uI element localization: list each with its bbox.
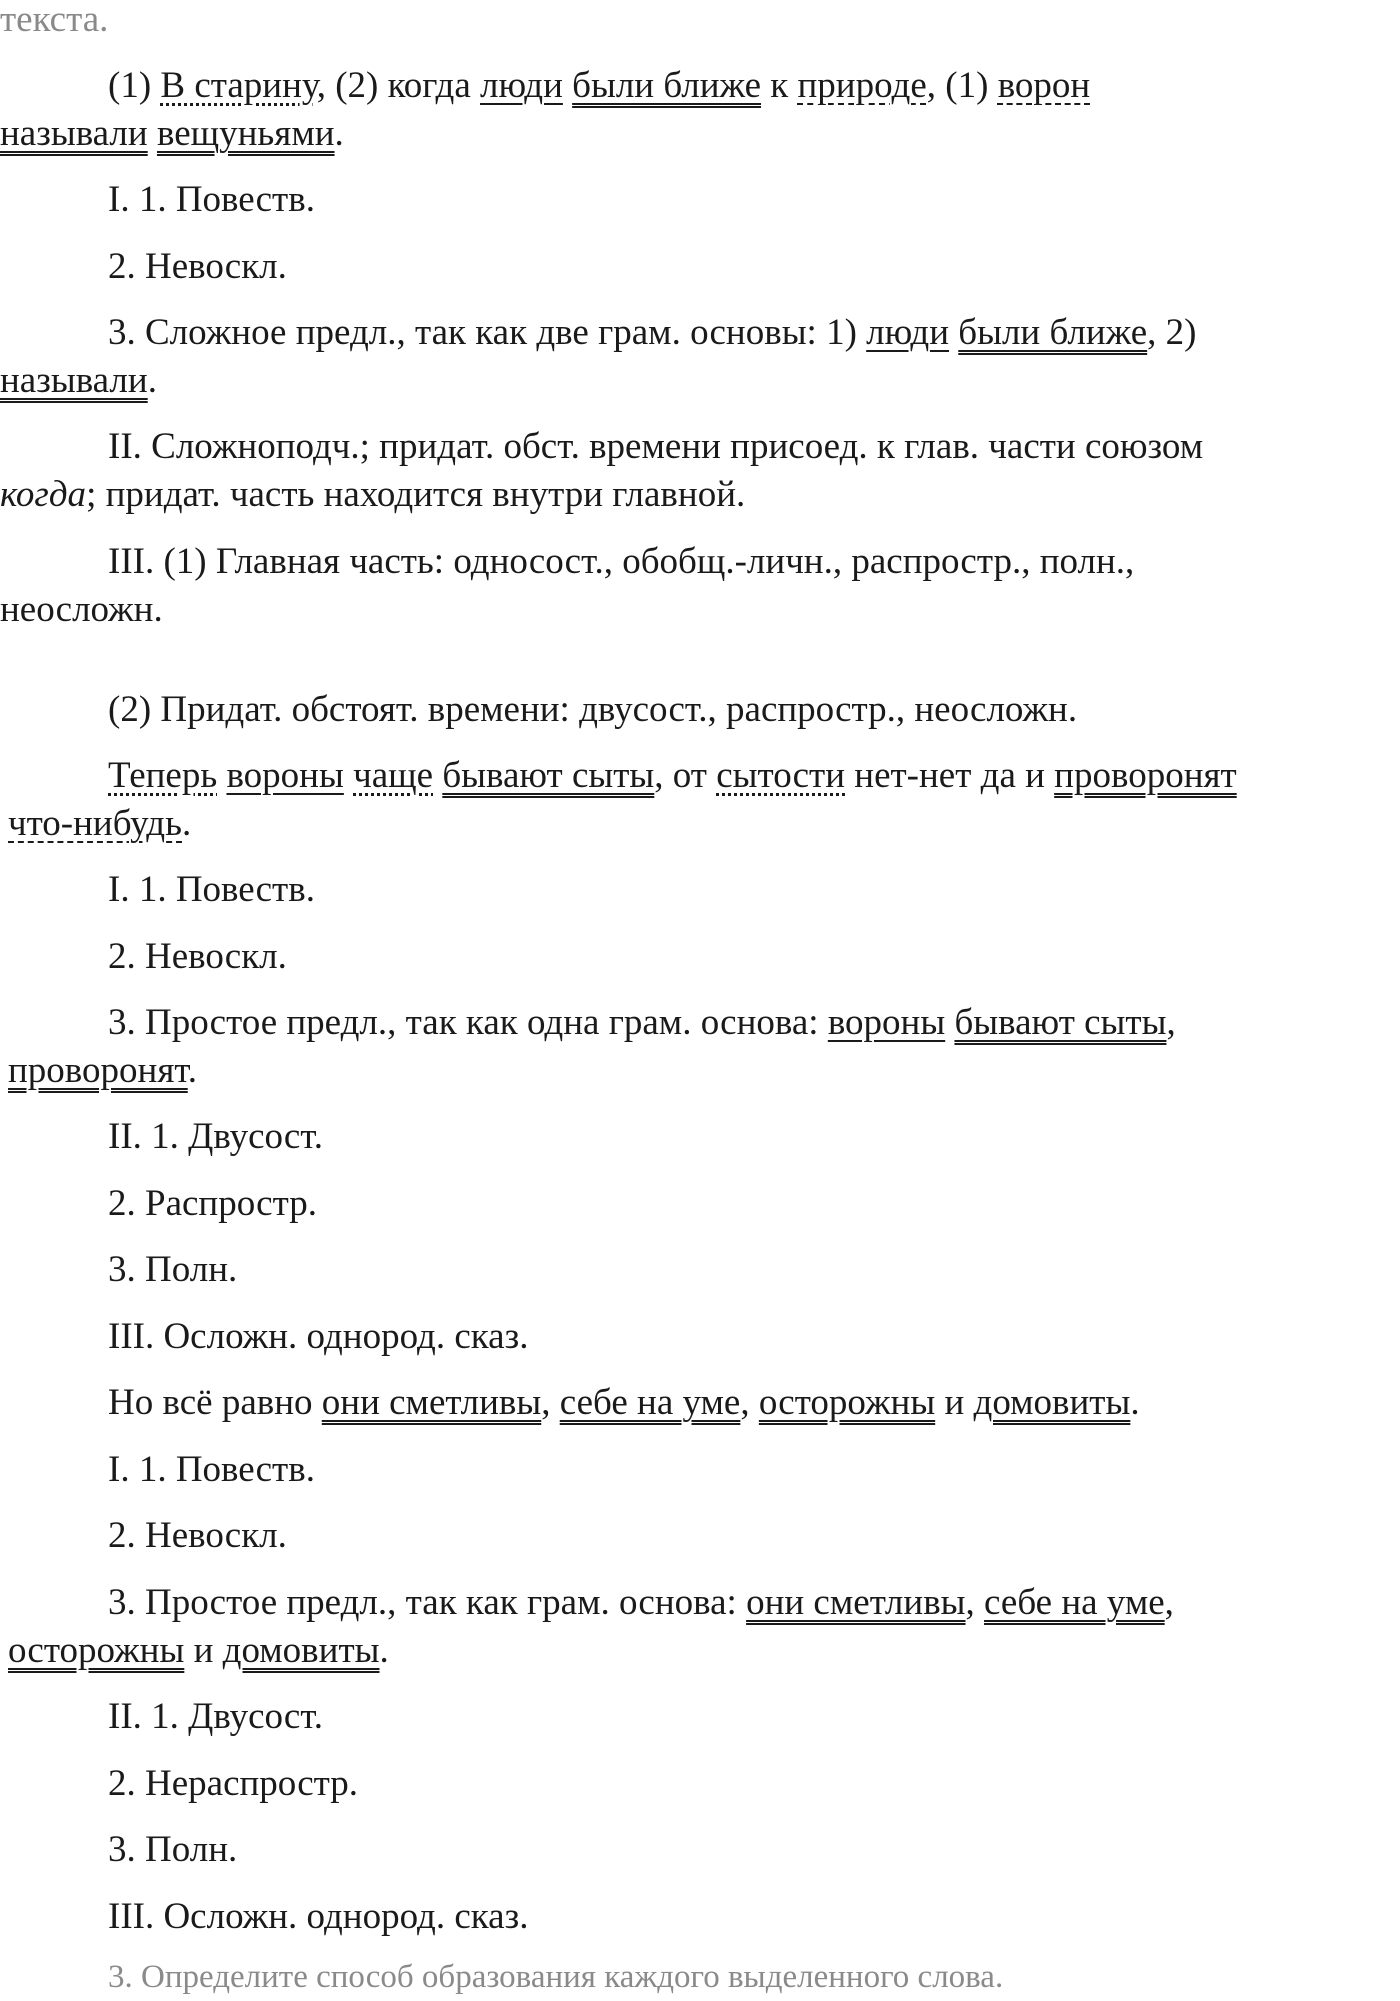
text: Но всё равно (108, 1382, 322, 1423)
text: ; придат. часть находится внутри главной. (86, 474, 746, 515)
analysis-line: I. 1. Повеств. (108, 1449, 315, 1490)
text: . (1130, 1382, 1140, 1423)
adverbial-v-starinu: В старину (160, 65, 317, 106)
analysis-line (0, 999, 1400, 1046)
analysis-line: 3. Полн. (108, 1249, 238, 1290)
adverbial-sytosti: сытости (716, 755, 846, 796)
predicate-sebe-na-ume: себе на уме (984, 1582, 1165, 1623)
analysis-line: 2. Невоскл. (108, 246, 287, 287)
analysis-line: 2. Нераспростр. (108, 1763, 359, 1804)
predicate-provoronyat: проворонят (8, 1050, 188, 1091)
predicate-nazyvali: называли (0, 113, 148, 154)
text (148, 113, 157, 154)
analysis-line: II. 1. Двусост. (108, 1696, 323, 1737)
analysis-line: 2. Невоскл. (108, 1515, 287, 1556)
predicate-oni-smetlivy: они сметливы (321, 1382, 542, 1423)
object-chto-nibud: что-нибудь (8, 803, 182, 844)
text: 3. Простое предл., так как грам. основа: (108, 1582, 747, 1623)
predicate-ostorozhny: осторожны (8, 1630, 185, 1671)
predicate-nazyvali: называли (0, 360, 148, 401)
predicate-sebe-na-ume: себе на уме (559, 1382, 741, 1423)
text: , (1164, 1582, 1174, 1623)
analysis-line: 2. Распростр. (108, 1183, 317, 1224)
text: . (147, 360, 157, 401)
text (949, 312, 958, 353)
object-voron: ворон (997, 65, 1091, 106)
text: , (740, 1382, 759, 1423)
text: . (182, 803, 192, 844)
text (433, 755, 442, 796)
sentence-1-line-2 (0, 110, 1400, 157)
text: , (541, 1382, 560, 1423)
predicate-domovity: домовиты (222, 1630, 380, 1671)
text: , (2) когда (316, 65, 481, 106)
text (563, 65, 572, 106)
adverbial-teper: Теперь (108, 755, 218, 796)
text: . (334, 113, 344, 154)
subject-lyudi: люди (480, 65, 563, 106)
predicate-byvayut-syty: бывают сыты (954, 1002, 1167, 1043)
text: к (761, 65, 798, 106)
text: и (935, 1382, 974, 1423)
predicate-byvayut-syty: бывают сыты (442, 755, 655, 796)
text: . (379, 1630, 389, 1671)
object-prirode: природе (797, 65, 927, 106)
analysis-line (0, 471, 1400, 518)
subject-vorony: вороны (827, 1002, 946, 1043)
analysis-line: III. Осложн. однород. сказ. (108, 1896, 529, 1937)
text: . (187, 1050, 197, 1091)
analysis-line (0, 357, 1400, 404)
sentence-3 (0, 1379, 1400, 1426)
analysis-line: II. 1. Двусост. (108, 1116, 323, 1157)
analysis-line (0, 1047, 1400, 1094)
predicate-byli-blizhe: были ближе (572, 65, 762, 106)
text: , от (654, 755, 717, 796)
text: нет-нет да и (845, 755, 1055, 796)
predicate-veshchunyami: вещуньями (156, 113, 335, 154)
predicate-domovity: домовиты (973, 1382, 1131, 1423)
header-fragment: текста. (0, 0, 109, 40)
analysis-line (0, 309, 1400, 356)
predicate-oni-smetlivy: они сметливы (746, 1582, 966, 1623)
text: 3. Простое предл., так как одна грам. основа: (108, 1002, 828, 1043)
text: 3. Сложное предл., так как две грам. основы: 1) (108, 312, 867, 353)
analysis-line (0, 1627, 1400, 1674)
predicate-byli-blizhe: были ближе (958, 312, 1148, 353)
predicate-ostorozhny: осторожны (758, 1382, 936, 1423)
analysis-line: (2) Придат. обстоят. времени: двусост., распростр., неосложн. (108, 689, 1078, 730)
text (344, 755, 353, 796)
analysis-line: 3. Полн. (108, 1829, 238, 1870)
text: (1) (108, 65, 161, 106)
text: , (1) (926, 65, 998, 106)
next-task-heading: 3. Определите способ образования каждого выделенного слова. (108, 1959, 1004, 1995)
analysis-line: I. 1. Повеств. (108, 179, 315, 220)
text: , (965, 1582, 985, 1623)
sentence-2-line-1 (0, 752, 1400, 799)
analysis-line: III. (1) Главная часть: односост., обобщ.-личн., распростр., полн., (108, 541, 1135, 582)
analysis-line (0, 1579, 1400, 1626)
text: и (184, 1630, 223, 1671)
analysis-line: неосложн. (0, 589, 163, 630)
sentence-2-line-2 (0, 800, 1400, 847)
analysis-line: II. Сложноподч.; придат. обст. времени присоед. к глав. части союзом (108, 426, 1204, 467)
subject-vorony: вороны (226, 755, 344, 796)
conjunction-kogda: когда (0, 474, 87, 515)
text: , (1166, 1002, 1176, 1043)
sentence-1-line-1 (0, 62, 1400, 109)
predicate-provoronyat: проворонят (1054, 755, 1237, 796)
analysis-line: III. Осложн. однород. сказ. (108, 1316, 529, 1357)
analysis-line: I. 1. Повеств. (108, 869, 315, 910)
text: , 2) (1147, 312, 1197, 353)
analysis-line: 2. Невоскл. (108, 936, 287, 977)
adverbial-chashche: чаще (353, 755, 434, 796)
subject-lyudi: люди (866, 312, 950, 353)
